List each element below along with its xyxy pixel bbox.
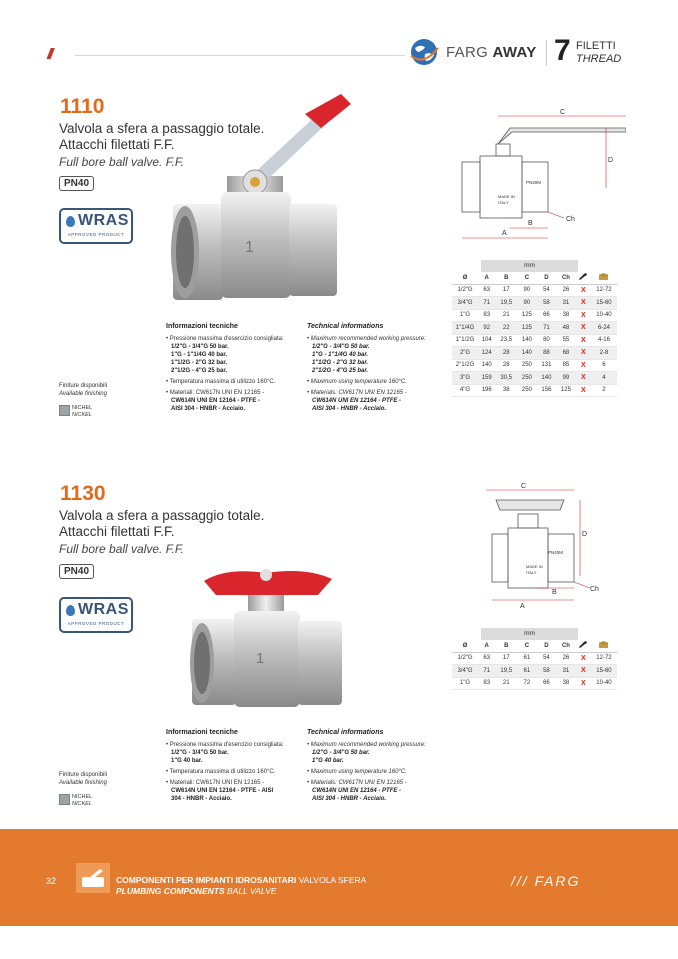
ball-valve-butterfly-image: [186, 553, 351, 713]
table-cell: 12-72: [591, 284, 617, 297]
x-mark: X: [576, 384, 591, 397]
ball-valve-icon: [76, 863, 110, 893]
table-cell: 63: [478, 284, 495, 297]
farg-logo: /// FARG: [511, 873, 581, 889]
table-header-row: [452, 640, 617, 652]
table-cell: 250: [517, 384, 537, 397]
dimension-drawing: [456, 104, 626, 254]
table-cell: 2: [591, 384, 617, 397]
table-header-cell: Ch: [556, 640, 576, 652]
dim-c-label: C: [521, 483, 527, 490]
svg-text:1: 1: [245, 239, 254, 256]
table-cell: 66: [537, 309, 557, 322]
table-cell: 196: [478, 384, 495, 397]
globe-icon: [408, 36, 440, 68]
product-title-it: Valvola a sfera a passaggio totale.: [59, 121, 265, 136]
table-cell: 71: [478, 297, 495, 310]
table-cell: 22: [495, 322, 517, 335]
dim-d-label: D: [582, 531, 588, 538]
dimension-drawing: [478, 478, 608, 612]
italy-marking: ITALY: [498, 200, 509, 205]
finishing-heading: Finiture disponibili: [59, 383, 108, 389]
table-cell: 1/2"G: [452, 284, 478, 297]
table-cell: 28: [495, 347, 517, 360]
wrench-icon: [576, 640, 591, 652]
table-cell: 71: [537, 322, 557, 335]
pn-marking: PN40M: [526, 180, 542, 185]
table-cell: 54: [537, 284, 557, 297]
nickel-swatch: [59, 794, 70, 805]
table-cell: 4-16: [591, 334, 617, 347]
table-cell: 80: [537, 334, 557, 347]
table-cell: 38: [556, 309, 576, 322]
table-cell: 124: [478, 347, 495, 360]
x-mark: X: [576, 652, 591, 665]
dim-ch-label: Ch: [566, 216, 575, 223]
italy-marking: ITALY: [526, 570, 537, 575]
table-cell: 23,5: [495, 334, 517, 347]
dim-a-label: A: [502, 230, 507, 237]
table-cell: 2"1/2G: [452, 359, 478, 372]
table-cell: 88: [537, 347, 557, 360]
table-cell: 1"1/2G: [452, 334, 478, 347]
nickel-swatch: [59, 405, 70, 416]
x-mark: X: [576, 359, 591, 372]
x-mark: X: [576, 372, 591, 385]
x-mark: X: [576, 309, 591, 322]
tech-info-it: • Pressione massima d'esercizio consigliata: 1/2"G - 3/4"G 50 bar. 1"G - 1"1/4G 40 bar. 1"1/2G - 2"G 32 bar. 2"1/2G - 4"G 25 bar. • Temperatura massima di utilizzo 160°C. • Materiali: CW617N UNI EN 12165 - CW614N UNI EN 12164 - PTFE - AISI 304 - HNBR - Acciaio.: [166, 336, 284, 412]
table-row: [452, 384, 617, 397]
table-cell: 66: [537, 677, 557, 690]
product-code: 1130: [60, 482, 106, 505]
dim-ch-label: Ch: [590, 586, 599, 593]
product-title-it: Valvola a sfera a passaggio totale.: [59, 508, 265, 523]
table-cell: 63: [478, 652, 495, 665]
tech-info-en: • Maximum recommended working pressure: 1/2"G - 3/4"G 50 bar. 1"G 40 bar. • Maximum using temperature 160°C. • Materials: CW617N UNI EN 12165 - CW614N UNI EN 12164 - PTFE - AISI 304 - HNBR - Acciaio.: [307, 742, 426, 802]
table-cell: 131: [537, 359, 557, 372]
table-cell: 83: [478, 677, 495, 690]
table-cell: 61: [517, 665, 537, 678]
table-header-cell: D: [537, 640, 557, 652]
table-cell: 125: [556, 384, 576, 397]
table-cell: 140: [537, 372, 557, 385]
farg-away-title: FARG AWAY: [446, 44, 537, 61]
table-header-cell: Ch: [556, 272, 576, 284]
dim-b-label: B: [552, 589, 557, 596]
table-cell: 31: [556, 665, 576, 678]
table-header-cell: A: [478, 272, 495, 284]
table-cell: 15-60: [591, 665, 617, 678]
pn-badge: PN40: [59, 564, 94, 579]
table-cell: 85: [556, 359, 576, 372]
tech-info-en: • Maximum recommended working pressure: 1/2"G - 3/4"G 50 bar. 1"G - 1"1/4G 40 bar. 1"1/2G - 2"G 32 bar. 2"1/2G - 4"G 25 bar. • Maximum using temperature 160°C. • Materials: CW617N UNI EN 12165 - CW614N UNI EN 12164 - PTFE - AISI 304 - HNBR - Acciaio.: [307, 336, 426, 412]
table-cell: 6: [591, 359, 617, 372]
table-cell: 83: [478, 309, 495, 322]
table-cell: 2"G: [452, 347, 478, 360]
product-title-en: Full bore ball valve. F.F.: [59, 155, 184, 169]
x-mark: X: [576, 665, 591, 678]
nickel-label: NICHEL: [72, 405, 93, 411]
header-separator: [546, 40, 547, 66]
made-in-marking: MADE IN: [526, 564, 543, 569]
table-cell: 38: [495, 384, 517, 397]
dim-c-label: C: [560, 109, 566, 116]
table-row: [452, 347, 617, 360]
thread-label: THREAD: [576, 53, 622, 65]
table-cell: 159: [478, 372, 495, 385]
filetti-label: FILETTI: [576, 40, 616, 52]
finishing-heading: Finiture disponibili: [59, 772, 108, 778]
pn-badge: PN40: [59, 176, 94, 191]
table-cell: 30,5: [495, 372, 517, 385]
table-cell: 125: [517, 309, 537, 322]
table-cell: 10-40: [591, 309, 617, 322]
table-cell: 250: [517, 359, 537, 372]
product-title-it-2: Attacchi filettati F.F.: [59, 137, 175, 152]
table-cell: 72: [517, 677, 537, 690]
table-cell: 3/4"G: [452, 665, 478, 678]
tech-info-heading-en: Technical informations: [307, 729, 384, 736]
table-cell: 15-60: [591, 297, 617, 310]
ball-valve-lever-image: [165, 92, 355, 304]
table-cell: 2-8: [591, 347, 617, 360]
dimensions-table: [452, 272, 617, 397]
table-cell: 28: [495, 359, 517, 372]
tech-info-heading-it: Informazioni tecniche: [166, 729, 238, 736]
box-icon: [591, 640, 617, 652]
table-header-cell: Ø: [452, 640, 478, 652]
table-row: [452, 322, 617, 335]
table-cell: 1"1/4G: [452, 322, 478, 335]
table-cell: 1/2"G: [452, 652, 478, 665]
table-cell: 3/4"G: [452, 297, 478, 310]
page-number: 32: [46, 876, 57, 886]
table-cell: 21: [495, 309, 517, 322]
finishing-heading-en: Available finishing: [59, 391, 107, 397]
table-cell: 31: [556, 297, 576, 310]
table-cell: 38: [556, 677, 576, 690]
table-row: [452, 359, 617, 372]
nickel-label: NICHEL: [72, 794, 93, 800]
dim-d-label: D: [608, 157, 614, 164]
thread-count: 7: [554, 34, 571, 67]
table-header-cell: D: [537, 272, 557, 284]
table-cell: 10-40: [591, 677, 617, 690]
table-cell: 4"G: [452, 384, 478, 397]
table-cell: 58: [537, 297, 557, 310]
table-cell: 99: [556, 372, 576, 385]
table-cell: 21: [495, 677, 517, 690]
table-row: [452, 372, 617, 385]
table-cell: 90: [517, 284, 537, 297]
table-header-cell: C: [517, 640, 537, 652]
table-header-row: [452, 272, 617, 284]
x-mark: X: [576, 334, 591, 347]
table-cell: 92: [478, 322, 495, 335]
x-mark: X: [576, 284, 591, 297]
box-icon: [591, 272, 617, 284]
table-cell: 250: [517, 372, 537, 385]
svg-text:1: 1: [256, 650, 265, 667]
product-title-en: Full bore ball valve. F.F.: [59, 542, 184, 556]
table-row: [452, 309, 617, 322]
pn-marking: PN40M: [548, 550, 564, 555]
table-cell: 19,5: [495, 665, 517, 678]
table-header-cell: B: [495, 640, 517, 652]
footer-category-en: PLUMBING COMPONENTS BALL VALVE: [116, 886, 277, 896]
nickel-label-en: NICKEL: [72, 801, 92, 807]
x-mark: X: [576, 677, 591, 690]
table-row: [452, 334, 617, 347]
table-cell: 140: [517, 334, 537, 347]
table-cell: 19,5: [495, 297, 517, 310]
footer-category-it: COMPONENTI PER IMPIANTI IDROSANITARI VALVOLA SFERA: [116, 875, 367, 885]
table-cell: 17: [495, 652, 517, 665]
table-header-cell: C: [517, 272, 537, 284]
table-cell: 1"G: [452, 309, 478, 322]
wras-logo: WRAS APPROVED PRODUCT: [59, 597, 133, 633]
table-cell: 26: [556, 284, 576, 297]
table-header-cell: Ø: [452, 272, 478, 284]
tech-info-heading-en: Technical informations: [307, 323, 384, 330]
table-row: [452, 677, 617, 690]
table-cell: 61: [517, 652, 537, 665]
water-drop-icon: [66, 605, 75, 616]
wrench-icon: [576, 272, 591, 284]
nickel-label-en: NICKEL: [72, 412, 92, 418]
table-cell: 1"G: [452, 677, 478, 690]
table-cell: 140: [517, 347, 537, 360]
table-cell: 140: [478, 359, 495, 372]
table-cell: 54: [537, 652, 557, 665]
table-header-cell: A: [478, 640, 495, 652]
table-cell: 68: [556, 347, 576, 360]
table-header-cell: B: [495, 272, 517, 284]
table-cell: 6-24: [591, 322, 617, 335]
product-title-it-2: Attacchi filettati F.F.: [59, 524, 175, 539]
table-cell: 12-72: [591, 652, 617, 665]
brand-marks: ///: [47, 46, 51, 63]
dim-b-label: B: [528, 220, 533, 227]
mm-unit-header: mm: [481, 260, 578, 272]
table-cell: 4: [591, 372, 617, 385]
product-code: 1110: [60, 95, 105, 118]
made-in-marking: MADE IN: [498, 194, 515, 199]
table-row: [452, 652, 617, 665]
table-cell: 48: [556, 322, 576, 335]
x-mark: X: [576, 297, 591, 310]
table-row: [452, 284, 617, 297]
mm-unit-header: mm: [481, 628, 578, 640]
dimensions-table: [452, 640, 617, 690]
tech-info-heading-it: Informazioni tecniche: [166, 323, 238, 330]
finishing-heading-en: Available finishing: [59, 780, 107, 786]
table-cell: 17: [495, 284, 517, 297]
table-cell: 3"G: [452, 372, 478, 385]
table-cell: 156: [537, 384, 557, 397]
table-cell: 104: [478, 334, 495, 347]
header-rule: [75, 55, 405, 56]
x-mark: X: [576, 322, 591, 335]
table-cell: 55: [556, 334, 576, 347]
x-mark: X: [576, 347, 591, 360]
table-cell: 125: [517, 322, 537, 335]
table-cell: 71: [478, 665, 495, 678]
table-row: [452, 665, 617, 678]
table-cell: 90: [517, 297, 537, 310]
table-cell: 26: [556, 652, 576, 665]
wras-logo: WRAS APPROVED PRODUCT: [59, 208, 133, 244]
water-drop-icon: [66, 216, 75, 227]
tech-info-it: • Pressione massima d'esercizio consigliata: 1/2"G - 3/4"G 50 bar. 1"G 40 bar. • Temperatura massima di utilizzo 160°C. • Materiali: CW617N UNI EN 12165 - CW614N UNI EN 12164 - PTFE - AISI 304 - HNBR - Acciaio.: [166, 742, 284, 802]
table-row: [452, 297, 617, 310]
table-cell: 58: [537, 665, 557, 678]
dim-a-label: A: [520, 603, 525, 610]
